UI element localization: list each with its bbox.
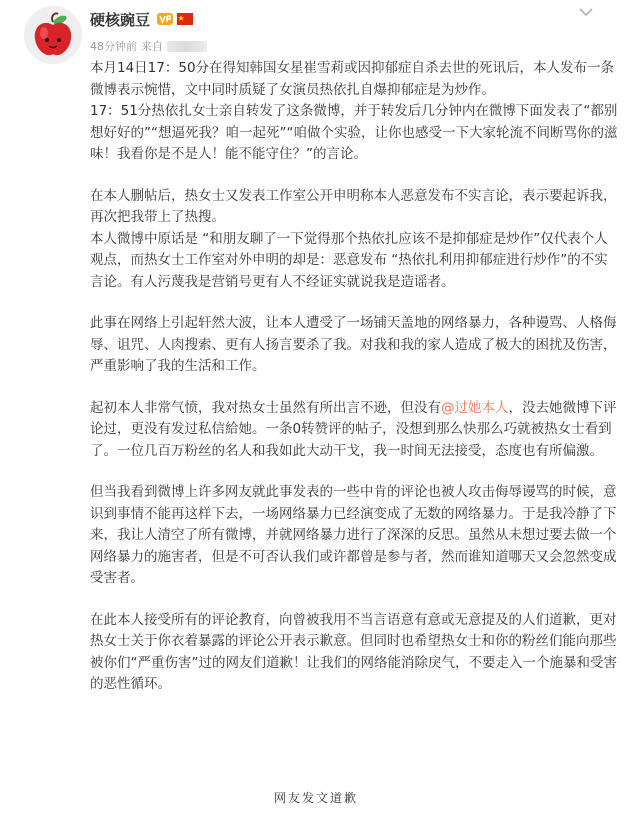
china-flag-icon [177,12,193,26]
image-caption: 网友发文道歉 [273,791,358,805]
paragraph-text: 起初本人非常气愤，我对热女士虽然有所出言不逊，但没有 [90,399,441,416]
chevron-down-icon[interactable] [578,6,594,18]
vip-badge-icon[interactable] [156,11,174,27]
author-row [90,9,193,29]
post-body [90,58,620,696]
paragraph: 但当我看到微博上许多网友就此事发表的一些中肯的评论也被人攻击侮辱谩骂的时候，意识到事情不能再这样下去，一场网络暴力已经演变成了无数的网络暴力。于是我冷静了下来，我让人清空了所有微博，并就网络暴力进行了深深的反思。虽然从未想过要去做一个网络暴力的施害者，但是不可否认我们或许都曾是参与者，然而谁知道哪天又会忽然变成受害者。 [90,484,617,586]
source-label: 来自 [141,40,163,53]
paragraph [90,398,620,463]
paragraph: 本人微博中原话是 “和朋友聊了一下觉得那个热依扎应该不是抑郁症是炒作”仅代表个人观点，而热女士工作室对外申明的却是：恶意发布 “热依扎利用抑郁症进行炒作”的不实言论。有人污蔑我是营销号更有人不经证实就说我是造谣者。 [90,230,608,290]
mention-link[interactable]: @过她本人 [441,399,509,416]
paragraph: 在本人删帖后，热女士又发表工作室公开申明称本人恶意发布不实言论，表示要起诉我，再次把我带上了热搜。 [90,187,617,225]
paragraph: 17：51分热依扎女士亲自转发了这条微博，并于转发后几分钟内在微博下面发表了“都别想好好的”“想逼死我？咱一起死”“咱做个实验，让你也感受一下大家轮流不间断骂你的滋味！我看你是不是人！能不能守住？”的言论。 [90,103,618,162]
paragraph: 此事在网络上引起轩然大波，让本人遭受了一场铺天盖地的网络暴力，各种谩骂、人格侮辱、诅咒、人肉搜索、更有人扬言要杀了我。对我和我的家人造成了极大的困扰及伤害，严重影响了我的生活和工作。 [90,315,617,374]
apple-cartoon-avatar[interactable] [24,6,82,64]
post-time[interactable]: 48分钟前 [90,40,137,53]
paragraph: 在此本人接受所有的评论教育，向曾被我用不当言语意有意或无意提及的人们道歉，更对热女士关于你衣着暴露的评论公开表示歉意。但同时也希望热女士和你的粉丝们能向那些被你们“严重伤害”过的网友们道歉！让我们的网络能消除戾气，不要走入一个施暴和受害的恶性循环。 [90,611,617,692]
source-blurred [167,41,207,52]
paragraph: 本月14日17：50分在得知韩国女星崔雪莉或因抑郁症自杀去世的死讯后，本人发布一条微博表示惋惜，文中同时质疑了女演员热依扎自爆抑郁症是为炒作。 [90,60,615,98]
paragraph-text: ，没去她微博下评论过，更没有发过私信給她。一条0转赞评的帖子，没想到那么快那么巧就被热女士看到了。一位几百万粉丝的名人和我如此大动干戈，我一时间无法接受，态度也有所偏激。 [90,399,617,459]
post-meta [90,38,207,54]
apple-avatar-graphic [24,6,82,64]
author-name[interactable]: 硬核豌豆 [90,10,151,29]
